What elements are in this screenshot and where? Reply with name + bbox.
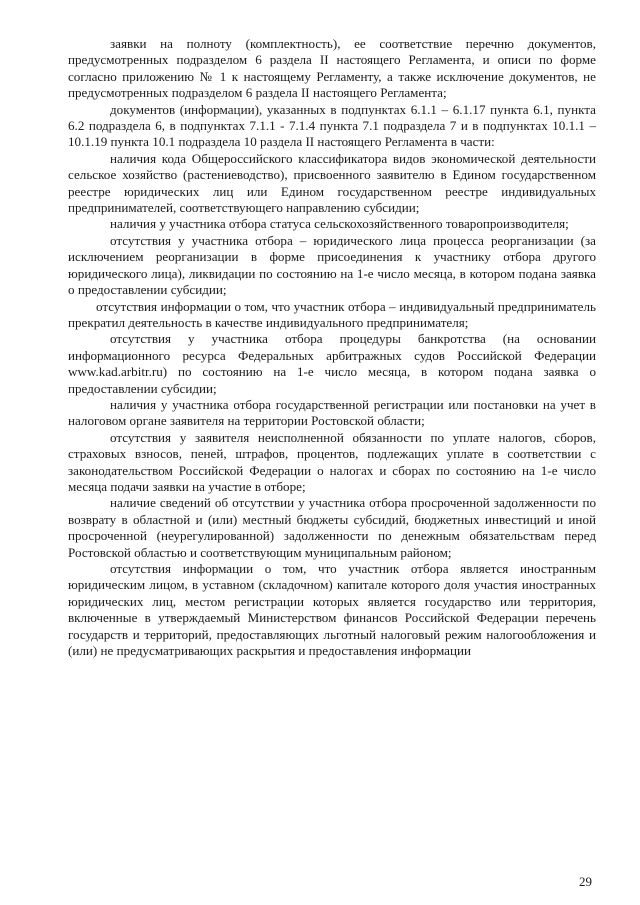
paragraph-8: наличия у участника отбора государственной регистрации или постановки на учет в налоговом органе заявителя на территории Ростовской области; xyxy=(68,396,596,429)
paragraph-3: наличия кода Общероссийского классификатора видов экономической деятельности сельское хозяйство (растениеводство), присвоенного заявителю в Едином государственном реестре юридических лиц или Едином государственном реестре индивидуальных предпринимателей, соответствующего направлению субсидии; xyxy=(68,150,596,216)
paragraph-5: отсутствия у участника отбора – юридического лица процесса реорганизации (за исключением реорганизации в форме присоединения к участнику отбора другого юридического лица), ликвидации по состоянию на 1-е число месяца, в котором подана заявка о предоставлении субсидии; xyxy=(68,232,596,298)
paragraph-11: отсутствия информации о том, что участник отбора является иностранным юридическим лицом, в уставном (складочном) капитале которого доля участия иностранных юридических лиц, местом регистрации которых является государство или территория, включенные в утверждаемый Министерством финансов Российской Федерации перечень государств и территорий, предоставляющих льготный налоговый режим налогообложения и (или) не предусматривающих раскрытия и предоставления информации xyxy=(68,561,596,659)
paragraph-2: документов (информации), указанных в подпунктах 6.1.1 – 6.1.17 пункта 6.1, пункта 6.2 подраздела 6, в подпунктах 7.1.1 - 7.1.4 пункта 7.1 подраздела 7 и в подпунктах 10.1.1 – 10.1.19 пункта 10.1 подраздела 10 раздела II настоящего Регламента в части: xyxy=(68,101,596,150)
page-number: 29 xyxy=(579,874,592,889)
paragraph-10: наличие сведений об отсутствии у участника отбора просроченной задолженности по возврату в областной и (или) местный бюджеты субсидий, бюджетных инвестиций и иной просроченной (неурегулированной) задолженности по денежным обязательствам перед Ростовской областью и соответствующим муниципальным районом; xyxy=(68,495,596,560)
paragraph-4: наличия у участника отбора статуса сельскохозяйственного товаропроизводителя; xyxy=(110,216,569,232)
paragraph-1: заявки на полноту (комплектность), ее соответствие перечню документов, предусмотренных подразделом 6 раздела II настоящего Регламента, и описи по форме согласно приложению № 1 к настоящему Регламенту, а также исключение документов, не предусмотренных подразделом 6 раздела II настоящего Регламента; xyxy=(68,36,596,101)
paragraph-7: отсутствия у участника отбора процедуры банкротства (на основании информационного ресурса Федеральных арбитражных судов Российской Федерации www.kad.arbitr.ru) по состоянию на 1-е число месяца, в котором подана заявка о предоставлении субсидии; xyxy=(68,331,596,396)
paragraph-9: отсутствия у заявителя неисполненной обязанности по уплате налогов, сборов, страховых взносов, пеней, штрафов, процентов, подлежащих уплате в соответствии с законодательством Российской Федерации о налогах и сборах по состоянию на 1-е число месяца подачи заявки на участие в отборе; xyxy=(68,429,596,494)
document-page xyxy=(68,36,596,659)
paragraph-6: отсутствия информации о том, что участник отбора – индивидуальный предприниматель прекратил деятельность в качестве индивидуального предпринимателя; xyxy=(68,298,596,330)
